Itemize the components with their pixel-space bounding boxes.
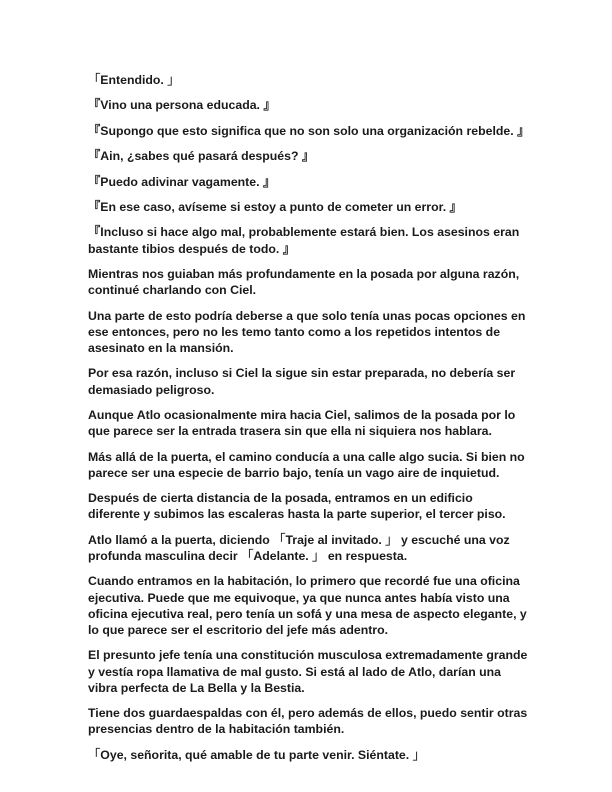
narration-paragraph: Más allá de la puerta, el camino conducía a una calle algo sucia. Si bien no parece ser una especie de barrio bajo, tenía un vago aire de inquietud. — [88, 449, 525, 480]
dialogue-line: 『Supongo que esto significa que no son solo una organización rebelde. 』 — [88, 123, 530, 138]
narration-paragraph: Cuando entramos en la habitación, lo primero que recordé fue una oficina ejecutiva. Puede que me equivoque, ya que nunca antes había visto una oficina ejecutiva real, pero tenía un sofá y una mesa de aspecto elegante, y lo que parece ser el escritorio del jefe más adentro. — [88, 574, 527, 637]
document-page — [88, 72, 528, 772]
narration-paragraph: Mientras nos guiaban más profundamente en la posada por alguna razón, continué charlando con Ciel. — [88, 266, 520, 298]
dialogue-line: 『Incluso si hace algo mal, probablemente estará bien. Los asesinos eran bastante tibios después de todo. 』 — [88, 225, 520, 256]
narration-paragraph: Aunque Atlo ocasionalmente mira hacia Ciel, salimos de la posada por lo que parece ser la entrada trasera sin que ella ni siquiera nos hablara. — [88, 407, 516, 439]
narration-paragraph: Después de cierta distancia de la posada, entramos en un edificio diferente y subimos las escaleras hasta la parte superior, el tercer piso. — [88, 491, 506, 522]
narration-paragraph: Atlo llamó a la puerta, diciendo 「Traje al invitado. 」 y escuché una voz profunda masculina decir 「Adelante. 」 en respuesta. — [88, 532, 510, 563]
dialogue-line: 『Vino una persona educada. 』 — [88, 98, 276, 113]
narration-paragraph: Una parte de esto podría deberse a que solo tenía unas pocas opciones en ese entonces, pero no les temo tanto como a los repetidos intentos de asesinato en la mansión. — [88, 308, 526, 355]
narration-paragraph: Por esa razón, incluso si Ciel la sigue sin estar preparada, no debería ser demasiado peligroso. — [88, 366, 516, 397]
narration-paragraph: El presunto jefe tenía una constitución musculosa extremadamente grande y vestía ropa llamativa de mal gusto. Si está al lado de Atlo, darían una vibra perfecta de La Bella y la Bestia. — [88, 648, 528, 695]
narration-paragraph: Tiene dos guardaespaldas con él, pero además de ellos, puedo sentir otras presencias dentro de la habitación también. — [88, 706, 528, 737]
dialogue-line: 『Ain, ¿sabes qué pasará después? 』 — [88, 149, 315, 164]
dialogue-line: 『En ese caso, avíseme si estoy a punto de cometer un error. 』 — [88, 199, 462, 214]
dialogue-line: 「Entendido. 」 — [88, 73, 180, 87]
dialogue-line: 『Puedo adivinar vagamente. 』 — [88, 174, 276, 189]
dialogue-line: 「Oye, señorita, qué amable de tu parte venir. Siéntate. 」 — [88, 747, 425, 762]
